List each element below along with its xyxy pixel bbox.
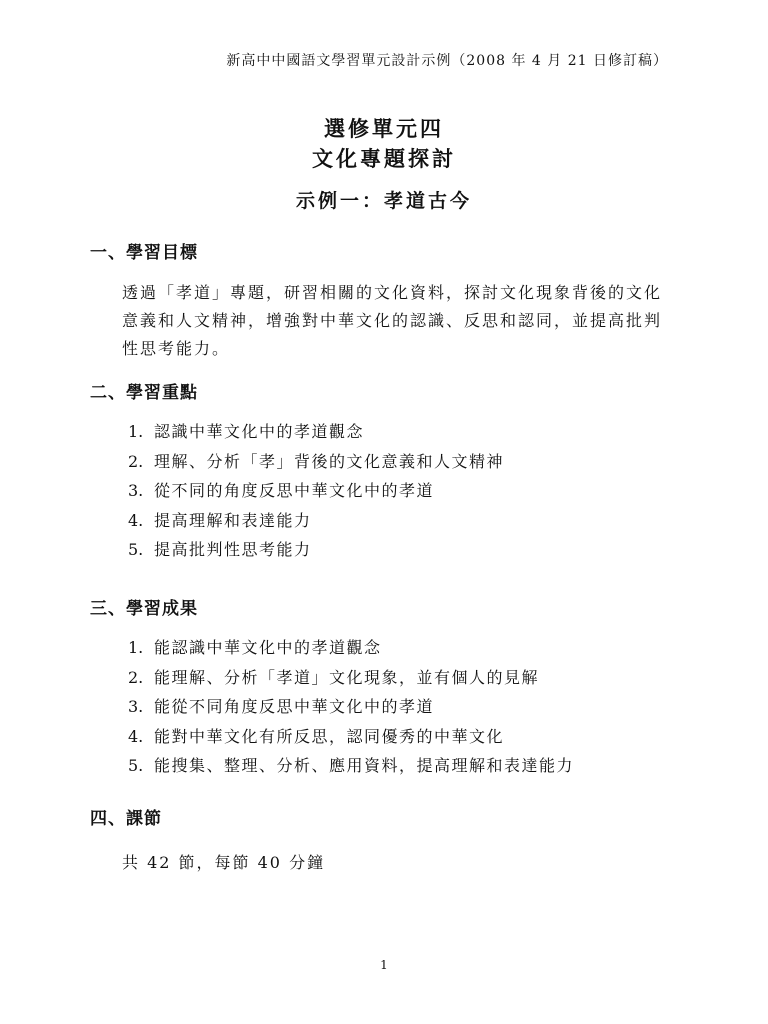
list-number: 1. (128, 638, 144, 657)
list-item (128, 633, 690, 663)
section-lessons (90, 804, 690, 877)
list-number: 5. (128, 540, 144, 559)
list-text: 能認識中華文化中的孝道觀念 (154, 638, 382, 657)
page-number: 1 (380, 958, 388, 972)
list-number: 5. (128, 756, 144, 775)
list-text: 能理解、分析「孝道」文化現象，並有個人的見解 (154, 667, 540, 687)
list-text: 理解、分析「孝」背後的文化意義和人文精神 (154, 451, 505, 471)
list-number: 1. (128, 422, 144, 441)
list-text: 提高理解和表達能力 (154, 510, 312, 530)
list-number: 4. (128, 726, 144, 746)
list-item (128, 722, 690, 752)
list-item (128, 506, 690, 536)
section-objectives (90, 238, 690, 363)
list-item (128, 476, 690, 506)
section-outcomes (90, 594, 690, 781)
list-item (128, 692, 690, 722)
lessons-text: 共 42 節，每節 40 分鐘 (122, 853, 326, 872)
section-focus (90, 378, 690, 565)
list-number: 4. (128, 510, 144, 530)
list-item (128, 751, 690, 781)
list-number: 3. (128, 697, 144, 716)
list-text: 提高批判性思考能力 (154, 540, 312, 559)
section-heading: 三、學習成果 (90, 599, 198, 619)
example-subtitle: 示例一：孝道古今 (295, 190, 472, 212)
list-item (128, 417, 690, 447)
list-text: 從不同的角度反思中華文化中的孝道 (154, 481, 435, 500)
list-number: 3. (128, 481, 144, 500)
outcomes-list (128, 633, 690, 781)
unit-topic: 文化專題探討 (312, 147, 456, 171)
section-heading: 二、學習重點 (90, 383, 198, 403)
focus-list (128, 417, 690, 565)
section-heading: 四、課節 (90, 809, 162, 829)
section-heading: 一、學習目標 (90, 243, 198, 263)
list-item (128, 663, 690, 693)
list-text: 能從不同角度反思中華文化中的孝道 (154, 697, 435, 716)
list-text: 認識中華文化中的孝道觀念 (154, 422, 365, 441)
objectives-text: 透過「孝道」專題，研習相關的文化資料，探討文化現象背後的文化意義和人文精神，增強對中華文化的認識、反思和認同，並提高批判性思考能力。 (122, 283, 663, 358)
list-number: 2. (128, 451, 144, 471)
list-text: 能搜集、整理、分析、應用資料，提高理解和表達能力 (154, 756, 575, 775)
header-note: 新高中中國語文學習單元設計示例（2008 年 4 月 21 日修訂稿） (226, 53, 668, 69)
list-item (128, 535, 690, 565)
list-text: 能對中華文化有所反思，認同優秀的中華文化 (154, 726, 505, 746)
list-number: 2. (128, 667, 144, 687)
unit-title: 選修單元四 (324, 117, 444, 141)
title-block (0, 114, 768, 213)
list-item (128, 447, 690, 477)
